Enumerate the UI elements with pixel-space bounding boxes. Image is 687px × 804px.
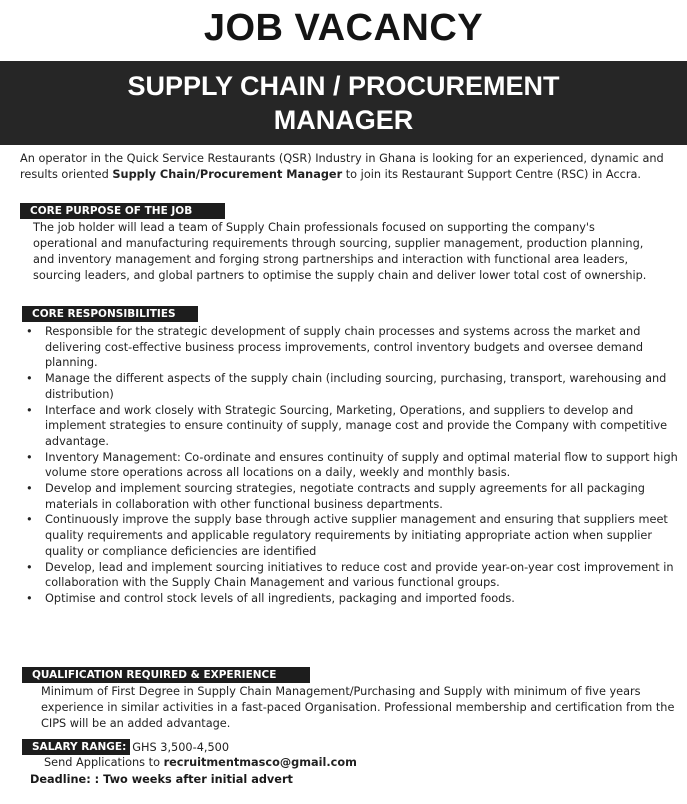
intro-role: Supply Chain/Procurement Manager xyxy=(112,168,343,181)
position-banner xyxy=(0,61,687,145)
list-item: • Responsible for the strategic development of supply chain processes and systems across the market and delivering cost-effective business process improvements, control inventory budgets and oversee demand planning. xyxy=(21,324,683,371)
position-title-line2: MANAGER xyxy=(273,105,414,135)
list-item: • Continuously improve the supply base through active supplier management and ensuring that suppliers meet quality requirements and applicable regulatory requirements by initiating appropriate action when supplier quality or compliance deficiencies are identified xyxy=(21,512,683,559)
salary-label: SALARY RANGE: xyxy=(22,739,130,755)
application-email: recruitmentmasco@gmail.com xyxy=(163,756,357,769)
list-item: • Inventory Management: Co-ordinate and ensures continuity of supply and optimal material flow to support high volume store operations across all locations on a daily, weekly and monthly basis. xyxy=(21,450,683,481)
responsibilities-list xyxy=(21,324,683,607)
core-purpose-heading: CORE PURPOSE OF THE JOB xyxy=(20,203,225,219)
list-item: • Develop and implement sourcing strategies, negotiate contracts and supply agreements for all packaging materials in collaboration with other functional business departments. xyxy=(21,481,683,512)
intro-paragraph xyxy=(20,151,680,183)
application-prefix: Send Applications to xyxy=(44,756,164,769)
list-item: • Develop, lead and implement sourcing initiatives to reduce cost and provide year-on-year cost improvement in collaboration with the Supply Chain Management and various functional groups. xyxy=(21,560,683,591)
core-purpose-text: The job holder will lead a team of Supply Chain professionals focused on supporting the company's operational and manufacturing requirements through sourcing, supplier management, production planning, and inventory management and forging strong partnerships and interaction with functional area leaders, sourcing leaders, and global partners to optimise the supply chain and deliver lower total cost of ownership. xyxy=(33,221,647,282)
intro-text-before: An operator in the Quick Service Restaurants (QSR) Industry in Ghana is looking for an experienced, dynamic and results oriented xyxy=(20,152,664,181)
position-title-line1: SUPPLY CHAIN / PROCUREMENT xyxy=(127,71,560,101)
list-item: • Manage the different aspects of the supply chain (including sourcing, purchasing, transport, warehousing and distribution) xyxy=(21,371,683,402)
salary-value: GHS 3,500-4,500 xyxy=(132,740,230,754)
salary-row xyxy=(22,739,229,755)
core-responsibilities-heading: CORE RESPONSIBILITIES xyxy=(22,306,198,322)
intro-text-after: to join its Restaurant Support Centre (RSC) in Accra. xyxy=(342,168,642,181)
qualification-text: Minimum of First Degree in Supply Chain Management/Purchasing and Supply with minimum of five years experience in similar activities in a fast-paced Organisation. Professional membership and certification from the CIPS will be an added advantage. xyxy=(41,685,675,730)
page-title: JOB VACANCY xyxy=(203,7,484,49)
deadline: Deadline: : Two weeks after initial advert xyxy=(30,773,293,786)
list-item: • Optimise and control stock levels of all ingredients, packaging and imported foods. xyxy=(21,591,683,607)
list-item: • Interface and work closely with Strategic Sourcing, Marketing, Operations, and suppliers to develop and implement strategies to ensure continuity of supply, manage cost and provide the Company with competitive advantage. xyxy=(21,403,683,450)
application-instructions xyxy=(44,755,357,771)
qualification-heading: QUALIFICATION REQUIRED & EXPERIENCE xyxy=(22,667,310,683)
